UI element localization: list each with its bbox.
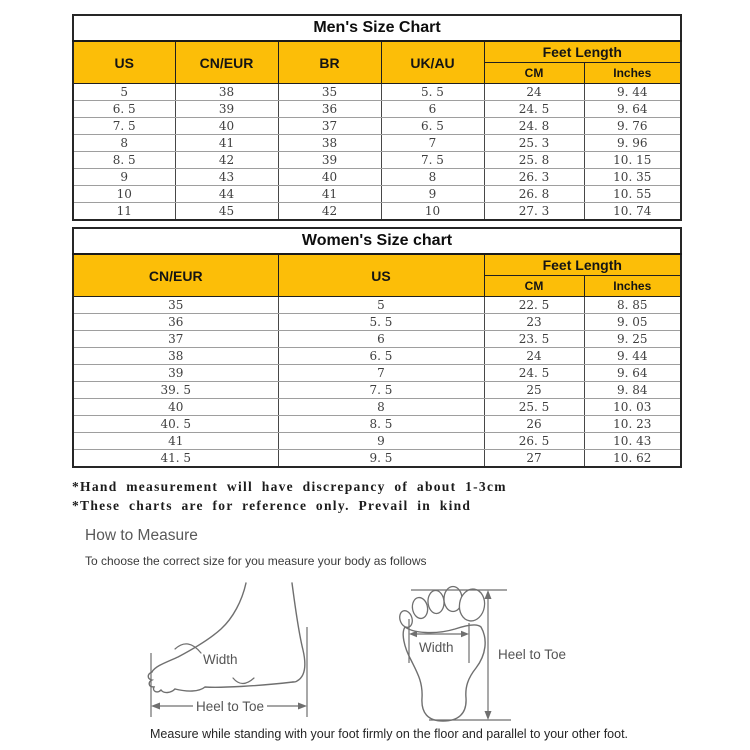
arrow-left-icon xyxy=(409,631,417,637)
table-cell: 25 xyxy=(484,382,584,399)
measure-instruction-caption: Measure while standing with your foot firmly on the floor and parallel to your other foot. xyxy=(150,727,629,741)
table-cell: 8 xyxy=(278,399,484,416)
note-measurement-discrepancy: *Hand measurement will have discrepancy of about 1-3cm xyxy=(72,479,507,494)
table-cell: 26. 8 xyxy=(484,186,584,203)
table-cell: 35 xyxy=(278,84,381,101)
table-cell: 39. 5 xyxy=(73,382,278,399)
column-header-cm: CM xyxy=(484,276,584,297)
table-cell: 24 xyxy=(484,84,584,101)
table-cell: 44 xyxy=(175,186,278,203)
table-cell: 23. 5 xyxy=(484,331,584,348)
diagram-spacer xyxy=(315,575,395,576)
arrow-down-icon xyxy=(485,711,492,720)
arrow-right-icon xyxy=(298,703,307,710)
table-cell: 24. 5 xyxy=(484,101,584,118)
table-cell: 7 xyxy=(278,365,484,382)
table-cell: 10. 43 xyxy=(584,433,681,450)
table-row xyxy=(73,84,681,101)
table-cell: 39 xyxy=(278,152,381,169)
side-foot-diagram xyxy=(145,575,315,721)
table-cell: 9. 64 xyxy=(584,365,681,382)
mens-size-table xyxy=(72,14,682,221)
table-cell: 37 xyxy=(278,118,381,135)
note-reference-only: *These charts are for reference only. Prevail in kind xyxy=(72,498,472,513)
column-header-br: BR xyxy=(278,41,381,84)
table-row xyxy=(73,297,681,314)
table-row xyxy=(73,169,681,186)
table-cell: 5 xyxy=(278,297,484,314)
measurement-diagrams xyxy=(145,575,750,725)
table-cell: 10. 55 xyxy=(584,186,681,203)
table-cell: 25. 8 xyxy=(484,152,584,169)
table-cell: 8. 5 xyxy=(73,152,175,169)
table-cell: 27. 3 xyxy=(484,203,584,221)
table-cell: 35 xyxy=(73,297,278,314)
table-cell: 24. 8 xyxy=(484,118,584,135)
table-cell: 24. 5 xyxy=(484,365,584,382)
table-row xyxy=(73,365,681,382)
column-header-inches: Inches xyxy=(584,276,681,297)
table-cell: 39 xyxy=(175,101,278,118)
table-cell: 9. 44 xyxy=(584,348,681,365)
arrow-left-icon xyxy=(151,703,160,710)
how-to-measure-subtitle: To choose the correct size for you measure your body as follows xyxy=(85,554,427,568)
table-cell: 8. 5 xyxy=(278,416,484,433)
footprint-diagram xyxy=(395,575,610,725)
table-cell: 9. 25 xyxy=(584,331,681,348)
table-cell: 41. 5 xyxy=(73,450,278,468)
table-row xyxy=(73,186,681,203)
disclaimer-notes xyxy=(72,477,750,515)
table-cell: 22. 5 xyxy=(484,297,584,314)
table-row xyxy=(73,314,681,331)
how-to-measure-title: How to Measure xyxy=(85,527,198,544)
table-cell: 26. 3 xyxy=(484,169,584,186)
womens-table-header-row xyxy=(73,254,681,276)
table-cell: 40 xyxy=(278,169,381,186)
table-cell: 10 xyxy=(73,186,175,203)
table-cell: 10. 23 xyxy=(584,416,681,433)
table-cell: 23 xyxy=(484,314,584,331)
table-cell: 8 xyxy=(381,169,484,186)
table-cell: 9. 5 xyxy=(278,450,484,468)
womens-chart-title: Women's Size chart xyxy=(73,228,681,254)
table-cell: 45 xyxy=(175,203,278,221)
table-row xyxy=(73,348,681,365)
table-cell: 6. 5 xyxy=(278,348,484,365)
table-cell: 11 xyxy=(73,203,175,221)
table-row xyxy=(73,101,681,118)
table-cell: 9 xyxy=(278,433,484,450)
table-cell: 9. 84 xyxy=(584,382,681,399)
table-cell: 6 xyxy=(381,101,484,118)
column-header-us: US xyxy=(73,41,175,84)
table-cell: 43 xyxy=(175,169,278,186)
table-cell: 26 xyxy=(484,416,584,433)
mens-table-title-row xyxy=(73,15,681,41)
table-cell: 41 xyxy=(278,186,381,203)
column-header-feet-length: Feet Length xyxy=(484,41,681,63)
table-row xyxy=(73,203,681,221)
arrow-up-icon xyxy=(485,590,492,599)
table-cell: 41 xyxy=(175,135,278,152)
column-header-inches: Inches xyxy=(584,63,681,84)
table-row xyxy=(73,382,681,399)
column-header-cn-eur: CN/EUR xyxy=(175,41,278,84)
arrow-right-icon xyxy=(461,631,469,637)
table-row xyxy=(73,416,681,433)
table-cell: 10. 03 xyxy=(584,399,681,416)
table-cell: 40 xyxy=(73,399,278,416)
table-cell: 5. 5 xyxy=(381,84,484,101)
side-foot-width-label: Width xyxy=(203,652,238,667)
table-cell: 24 xyxy=(484,348,584,365)
womens-table-body xyxy=(73,297,681,468)
table-row xyxy=(73,450,681,468)
table-cell: 38 xyxy=(175,84,278,101)
table-cell: 9 xyxy=(381,186,484,203)
womens-table-title-row xyxy=(73,228,681,254)
column-header-cm: CM xyxy=(484,63,584,84)
table-cell: 6. 5 xyxy=(73,101,175,118)
table-cell: 41 xyxy=(73,433,278,450)
table-cell: 42 xyxy=(278,203,381,221)
side-foot-heel-to-toe-label: Heel to Toe xyxy=(195,699,265,714)
table-cell: 9. 96 xyxy=(584,135,681,152)
table-cell: 9 xyxy=(73,169,175,186)
table-cell: 26. 5 xyxy=(484,433,584,450)
table-cell: 6. 5 xyxy=(381,118,484,135)
womens-size-table xyxy=(72,227,682,468)
table-cell: 9. 76 xyxy=(584,118,681,135)
mens-table-header-row xyxy=(73,41,681,63)
table-cell: 38 xyxy=(278,135,381,152)
table-cell: 7. 5 xyxy=(73,118,175,135)
footprint-heel-to-toe-label: Heel to Toe xyxy=(498,647,567,662)
table-cell: 27 xyxy=(484,450,584,468)
table-cell: 10. 62 xyxy=(584,450,681,468)
table-cell: 9. 64 xyxy=(584,101,681,118)
table-row xyxy=(73,152,681,169)
table-cell: 37 xyxy=(73,331,278,348)
table-cell: 5 xyxy=(73,84,175,101)
table-cell: 36 xyxy=(73,314,278,331)
table-cell: 25. 3 xyxy=(484,135,584,152)
table-cell: 9. 05 xyxy=(584,314,681,331)
table-cell: 8 xyxy=(73,135,175,152)
table-row xyxy=(73,433,681,450)
table-cell: 10. 35 xyxy=(584,169,681,186)
table-cell: 36 xyxy=(278,101,381,118)
table-cell: 10. 74 xyxy=(584,203,681,221)
table-cell: 5. 5 xyxy=(278,314,484,331)
table-cell: 39 xyxy=(73,365,278,382)
table-cell: 38 xyxy=(73,348,278,365)
table-row xyxy=(73,135,681,152)
table-cell: 40. 5 xyxy=(73,416,278,433)
table-cell: 7. 5 xyxy=(278,382,484,399)
table-cell: 7 xyxy=(381,135,484,152)
column-header-us: US xyxy=(278,254,484,297)
column-header-cn-eur: CN/EUR xyxy=(73,254,278,297)
table-cell: 42 xyxy=(175,152,278,169)
table-row xyxy=(73,399,681,416)
table-cell: 8. 85 xyxy=(584,297,681,314)
table-cell: 40 xyxy=(175,118,278,135)
table-cell: 25. 5 xyxy=(484,399,584,416)
table-cell: 9. 44 xyxy=(584,84,681,101)
table-cell: 6 xyxy=(278,331,484,348)
table-cell: 10. 15 xyxy=(584,152,681,169)
table-row xyxy=(73,331,681,348)
table-cell: 7. 5 xyxy=(381,152,484,169)
mens-chart-title: Men's Size Chart xyxy=(73,15,681,41)
table-row xyxy=(73,118,681,135)
footprint-width-label: Width xyxy=(419,640,454,655)
column-header-uk-au: UK/AU xyxy=(381,41,484,84)
mens-table-body xyxy=(73,84,681,221)
column-header-feet-length: Feet Length xyxy=(484,254,681,276)
table-cell: 10 xyxy=(381,203,484,221)
